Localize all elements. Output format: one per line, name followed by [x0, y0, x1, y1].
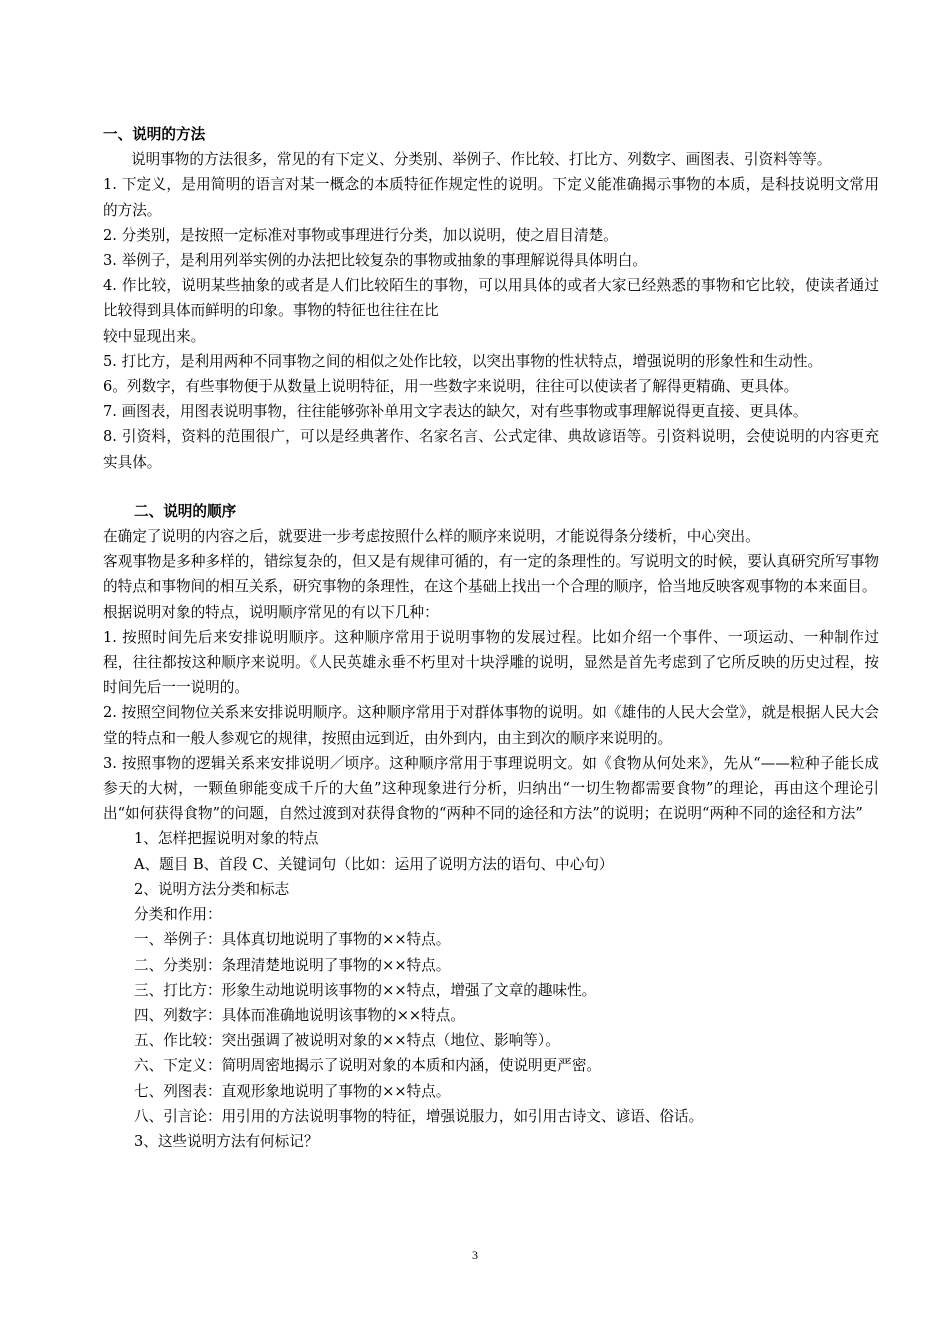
sub-line: 七、列图表：直观形象地说明了事物的××特点。 [134, 1082, 451, 1100]
sub-line: 四、列数字：具体而准确地说明该事物的××特点。 [134, 1006, 465, 1024]
order-paragraph: 客观事物是多种多样的，错综复杂的，但又是有规律可循的，有一定的条理性的。写说明文的时候，要认真研究所写事物的特点和事物间的相互关系，研究事物的条理性，在这个基础上找出一个合理的顺序，恰当地反映客观事物的本来面目。 [103, 553, 879, 596]
section-spacer [103, 475, 879, 499]
method-item-definition: 1. 下定义，是用简明的语言对某一概念的本质特征作规定性的说明。下定义能准确揭示事物的本质，是科技说明文常用的方法。 [103, 176, 879, 219]
sub-line: 二、分类别：条理清楚地说明了事物的××特点。 [134, 956, 451, 974]
sub-line: 六、下定义：简明周密地揭示了说明对象的本质和内涵，使说明更严密。 [134, 1057, 602, 1075]
method-item-analogy: 5. 打比方，是利用两种不同事物之间的相似之处作比较，以突出事物的性状特点，增强说明的形象性和生动性。 [103, 352, 823, 370]
order-paragraph: 在确定了说明的内容之后，就要进一步考虑按照什么样的顺序来说明，才能说得条分缕析，中心突出。 [103, 528, 760, 546]
sub-line: 八、引言论：用引用的方法说明事物的特征，增强说服力，如引用古诗文、谚语、俗话。 [134, 1107, 704, 1125]
sub-line: 三、打比方：形象生动地说明该事物的××特点，增强了文章的趣味性。 [134, 981, 597, 999]
section1-heading: 一、说明的方法 [103, 126, 206, 143]
order-item-logic: 3. 按照事物的逻辑关系来安排说明／顷序。这种顺序常用于事理说明文。如《食物从何处来》，先从“——粒种子能长成参天的大树，一颗鱼卵能变成千斤的大鱼”这种现象进行分析，归纳出“一切生物都需要食物”的理论，再由这个理论引出“如何获得食物”的问题，自然过渡到对获得食物的“两种不同的途径和方法”的说明；在说明“两种不同的途径和方法” [103, 754, 879, 823]
sub-line: 3、这些说明方法有何标记？ [134, 1132, 319, 1150]
sub-line: A、题目 B、首段 C、关键词句（比如：运用了说明方法的语句、中心句） [134, 855, 614, 873]
order-paragraph: 根据说明对象的特点，说明顺序常见的有以下几种： [103, 603, 439, 621]
sub-line: 五、作比较：突出强调了被说明对象的××特点（地位、影响等）。 [134, 1032, 560, 1050]
sub-line: 1、怎样把握说明对象的特点 [134, 830, 319, 848]
method-item-numbers: 6。列数字，有些事物便于从数量上说明特征，用一些数字来说明，往往可以使读者了解得更精确、更具体。 [103, 378, 799, 396]
sub-line: 2、说明方法分类和标志 [134, 880, 290, 898]
method-item-example: 3. 举例子，是利用列举实例的办法把比较复杂的事物或抽象的事理解说得具体明白。 [103, 252, 647, 270]
method-item-comparison-cont: 较中显现出来。 [103, 327, 206, 345]
sub-line: 分类和作用： [134, 906, 222, 924]
sub-line: 一、举例子：具体真切地说明了事物的××特点。 [134, 931, 451, 949]
document-page [103, 122, 879, 1154]
order-item-space: 2. 按照空间物位关系来安排说明顺序。这种顺序常用于对群体事物的说明。如《雄伟的人民大会堂》，就是根据人民大会堂的特点和一般人参观它的规律，按照由远到近，由外到内，由主到次的顺序来说明的。 [103, 704, 879, 747]
method-item-classification: 2. 分类别，是按照一定标准对事物或事理进行分类，加以说明，使之眉目清楚。 [103, 226, 618, 244]
page-number: 3 [472, 1248, 478, 1262]
order-item-time: 1. 按照时间先后来安排说明顺序。这种顺序常用于说明事物的发展过程。比如介绍一个事件、一项运动、一种制作过程，往往都按这种顺序来说明。《人民英雄永垂不朽里对十块浮雕的说明，显然是首先考虑到了它所反映的历史过程，按时间先后一一说明的。 [103, 628, 879, 697]
section2-heading: 二、说明的顺序 [134, 502, 237, 520]
method-item-comparison: 4. 作比较，说明某些抽象的或者是人们比较陌生的事物，可以用具体的或者大家已经熟悉的事物和它比较，使读者通过比较得到具体而鲜明的印象。事物的特征也往往在比 [103, 277, 879, 320]
section1-intro: 说明事物的方法很多，常见的有下定义、分类别、举例子、作比较、打比方、列数字、画图表、引资料等等。 [131, 151, 832, 169]
method-item-citation: 8. 引资料，资料的范围很广，可以是经典著作、名家名言、公式定律、典故谚语等。引资料说明，会使说明的内容更充实具体。 [103, 428, 879, 471]
method-item-charts: 7. 画图表，用图表说明事物，往往能够弥补单用文字表达的缺欠，对有些事物或事理解说得更直接、更具体。 [103, 403, 808, 421]
